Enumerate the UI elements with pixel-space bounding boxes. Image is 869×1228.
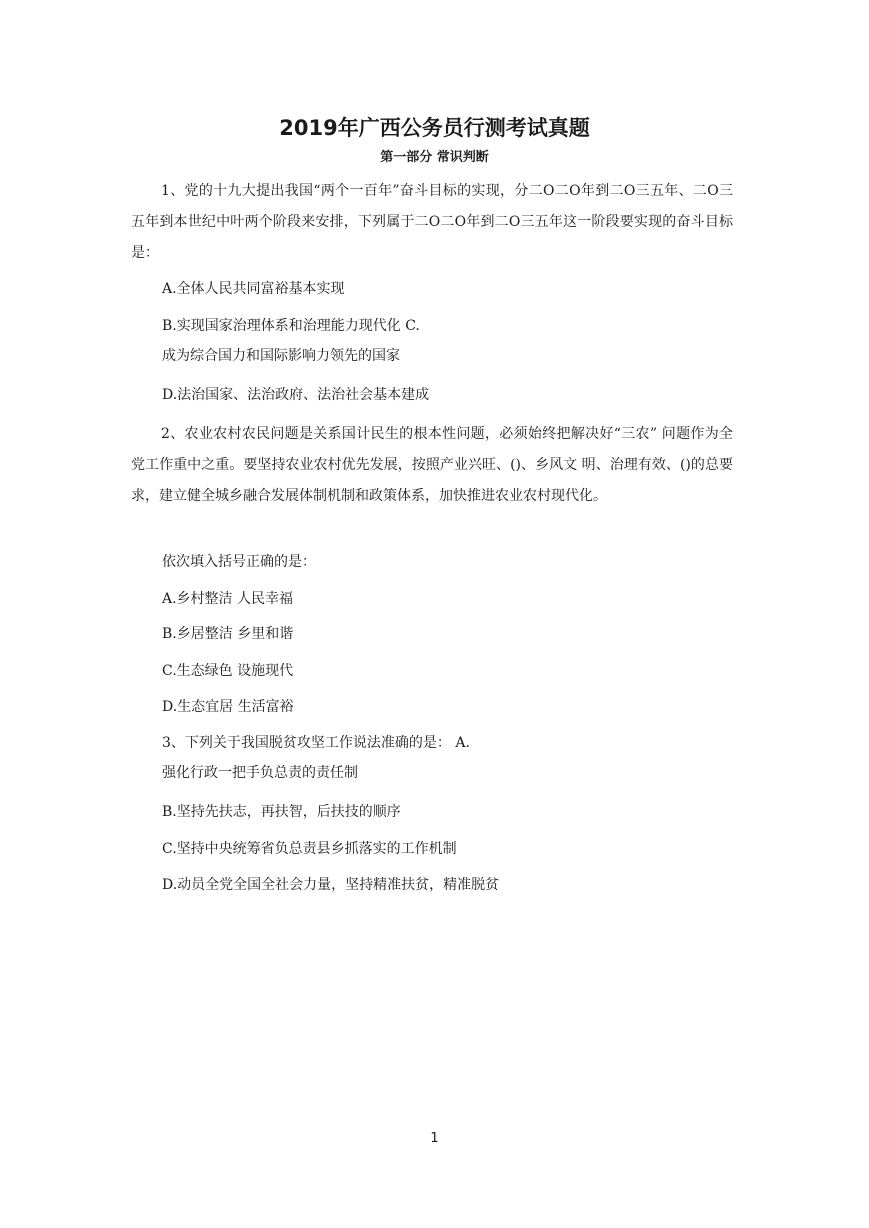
question-1-stem: 1、党的十九大提出我国“两个一百年”奋斗目标的实现，分二O二O年到二O三五年、二O三五年到本世纪中叶两个阶段来安排，下列属于二O二O年到二O三五年这一阶段要实现的奋斗目标是： bbox=[131, 183, 733, 261]
question-2-stem: 2、农业农村农民问题是关系国计民生的根本性问题，必须始终把解决好“三农” 问题作为全党工作重中之重。要坚持农业农村优先发展，按照产业兴旺、()、乡风文 明、治理有效、()的总要求，建立健全城乡融合发展体制机制和政策体系，加快推进农业农村现代化。 bbox=[131, 426, 733, 504]
question-2-prompt: 依次填入括号正确的是： bbox=[162, 554, 316, 570]
question-1-option-c: 成为综合国力和国际影响力领先的国家 bbox=[162, 348, 400, 364]
section-heading: 第一部分 常识判断 bbox=[380, 150, 489, 165]
question-3-option-b: B.坚持先扶志，再扶智，后扶技的顺序 bbox=[162, 804, 401, 820]
question-2-option-c: C.生态绿色 设施现代 bbox=[162, 663, 294, 679]
page-title: 2019年广西公务员行测考试真题 bbox=[279, 116, 590, 140]
page-number: 1 bbox=[430, 1131, 439, 1146]
question-1-option-d: D.法治国家、法治政府、法治社会基本建成 bbox=[162, 387, 430, 403]
question-3-option-c: C.坚持中央统筹省负总责县乡抓落实的工作机制 bbox=[162, 841, 457, 857]
question-3-option-a: 强化行政一把手负总责的责任制 bbox=[162, 765, 358, 781]
question-2-option-b: B.乡居整洁 乡里和谐 bbox=[162, 626, 294, 642]
question-1-option-a: A.全体人民共同富裕基本实现 bbox=[162, 281, 345, 297]
question-3-option-d: D.动员全党全国全社会力量，坚持精准扶贫，精准脱贫 bbox=[162, 877, 500, 893]
question-2-option-a: A.乡村整洁 人民幸福 bbox=[162, 591, 294, 607]
question-2-option-d: D.生态宜居 生活富裕 bbox=[162, 699, 294, 715]
question-1-option-b: B.实现国家治理体系和治理能力现代化 C. bbox=[162, 318, 420, 334]
question-3-stem: 3、下列关于我国脱贫攻坚工作说法准确的是： A. bbox=[162, 735, 470, 751]
